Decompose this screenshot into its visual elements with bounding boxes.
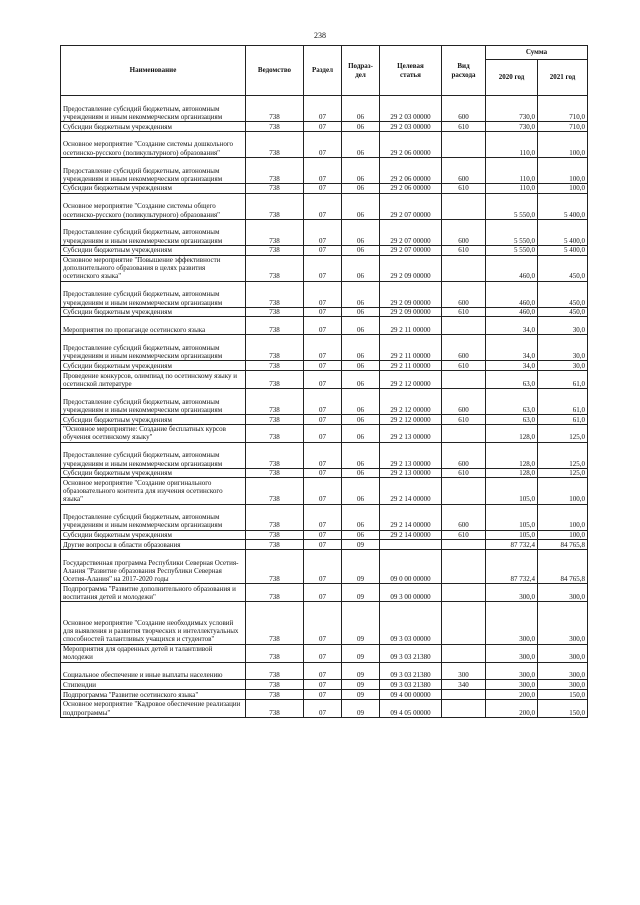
row-amount-2021: 30,0 (538, 335, 588, 361)
row-subsection: 09 (342, 680, 380, 690)
row-name: Субсидии бюджетным учреждениям (61, 415, 246, 425)
row-section: 07 (304, 255, 342, 281)
row-target (380, 540, 442, 550)
row-amount-2020: 34,0 (486, 317, 538, 335)
row-subsection: 06 (342, 131, 380, 157)
row-subsection: 06 (342, 96, 380, 122)
row-target: 29 2 14 00000 (380, 530, 442, 540)
row-amount-2020: 460,0 (486, 281, 538, 307)
row-section: 07 (304, 478, 342, 504)
row-name: Предоставление субсидий бюджетным, автономным учреждениям и иным некоммерческим организациям (61, 281, 246, 307)
row-expense-type (442, 549, 486, 583)
row-target: 29 2 11 00000 (380, 335, 442, 361)
row-section: 07 (304, 540, 342, 550)
row-name: Предоставление субсидий бюджетным, автономным учреждениям и иным некоммерческим организациям (61, 96, 246, 122)
row-expense-type (442, 255, 486, 281)
row-department: 738 (246, 335, 304, 361)
row-subsection: 06 (342, 193, 380, 219)
row-section: 07 (304, 584, 342, 602)
row-amount-2020: 5 550,0 (486, 219, 538, 245)
row-name: Предоставление субсидий бюджетным, автономным учреждениям и иным некоммерческим организациям (61, 442, 246, 468)
row-department: 738 (246, 549, 304, 583)
row-subsection: 06 (342, 307, 380, 317)
row-target: 29 2 07 00000 (380, 245, 442, 255)
row-name: Государственная программа Республики Северная Осетия-Алания "Развитие образования Республики Северная Осетия-Алания" на 2017-2020 годы (61, 549, 246, 583)
row-target: 29 2 12 00000 (380, 415, 442, 425)
row-expense-type: 600 (442, 281, 486, 307)
row-subsection: 06 (342, 468, 380, 478)
row-subsection: 06 (342, 183, 380, 193)
row-name: Предоставление субсидий бюджетным, автономным учреждениям и иным некоммерческим организациям (61, 388, 246, 414)
header-year-2020: 2020 год (486, 60, 538, 96)
row-section: 07 (304, 307, 342, 317)
row-department: 738 (246, 245, 304, 255)
row-subsection: 06 (342, 219, 380, 245)
row-name: Предоставление субсидий бюджетным, автономным учреждениям и иным некоммерческим организациям (61, 219, 246, 245)
row-amount-2020: 110,0 (486, 131, 538, 157)
row-target: 09 4 00 00000 (380, 690, 442, 700)
row-department: 738 (246, 183, 304, 193)
row-subsection: 06 (342, 478, 380, 504)
row-target: 29 2 12 00000 (380, 371, 442, 389)
row-department: 738 (246, 307, 304, 317)
row-section: 07 (304, 219, 342, 245)
row-amount-2021: 61,0 (538, 415, 588, 425)
row-expense-type: 600 (442, 504, 486, 530)
row-expense-type (442, 317, 486, 335)
row-subsection: 06 (342, 157, 380, 183)
row-amount-2020: 63,0 (486, 388, 538, 414)
row-department: 738 (246, 442, 304, 468)
header-subsection: Подраз- дел (342, 46, 380, 96)
row-target: 09 3 03 21380 (380, 644, 442, 662)
row-amount-2020: 300,0 (486, 602, 538, 645)
row-expense-type: 610 (442, 530, 486, 540)
row-section: 07 (304, 96, 342, 122)
row-expense-type (442, 602, 486, 645)
header-department: Ведомство (246, 46, 304, 96)
row-name: Мероприятия по пропаганде осетинского языка (61, 317, 246, 335)
row-amount-2021: 300,0 (538, 662, 588, 680)
table-row (61, 335, 588, 361)
row-amount-2021: 150,0 (538, 699, 588, 717)
row-subsection: 09 (342, 699, 380, 717)
row-name: Социальное обеспечение и иные выплаты населению (61, 662, 246, 680)
row-expense-type: 340 (442, 680, 486, 690)
page-number: 238 (314, 31, 326, 40)
header-section: Раздел (304, 46, 342, 96)
row-amount-2020: 5 550,0 (486, 193, 538, 219)
row-subsection: 06 (342, 335, 380, 361)
row-target: 29 2 12 00000 (380, 388, 442, 414)
row-name: Основное мероприятие "Создание системы дошкольного осетинско-русского (поликультурного) образования" (61, 131, 246, 157)
row-target: 29 2 13 00000 (380, 442, 442, 468)
row-amount-2021: 61,0 (538, 388, 588, 414)
row-expense-type: 300 (442, 662, 486, 680)
row-department: 738 (246, 690, 304, 700)
row-department: 738 (246, 468, 304, 478)
row-expense-type (442, 478, 486, 504)
table-row (61, 690, 588, 700)
row-department: 738 (246, 96, 304, 122)
row-amount-2020: 34,0 (486, 335, 538, 361)
table-row (61, 371, 588, 389)
row-department: 738 (246, 157, 304, 183)
row-section: 07 (304, 317, 342, 335)
row-section: 07 (304, 415, 342, 425)
row-amount-2020: 300,0 (486, 680, 538, 690)
table-row (61, 504, 588, 530)
table-row (61, 478, 588, 504)
row-section: 07 (304, 549, 342, 583)
row-target: 09 0 00 00000 (380, 549, 442, 583)
row-target: 29 2 13 00000 (380, 424, 442, 442)
row-department: 738 (246, 530, 304, 540)
row-amount-2021: 125,0 (538, 468, 588, 478)
row-section: 07 (304, 131, 342, 157)
row-amount-2021: 710,0 (538, 122, 588, 132)
row-subsection: 09 (342, 540, 380, 550)
row-amount-2021: 84 765,8 (538, 549, 588, 583)
table-row (61, 96, 588, 122)
row-department: 738 (246, 699, 304, 717)
row-expense-type (442, 584, 486, 602)
row-amount-2020: 110,0 (486, 183, 538, 193)
row-amount-2021: 5 400,0 (538, 245, 588, 255)
row-section: 07 (304, 388, 342, 414)
table-row (61, 281, 588, 307)
row-department: 738 (246, 644, 304, 662)
row-name: Основное мероприятие "Создание системы общего осетинско-русского (поликультурного) образования" (61, 193, 246, 219)
row-amount-2020: 5 550,0 (486, 245, 538, 255)
header-expense-type: Вид расхода (442, 46, 486, 96)
row-target: 09 3 03 21380 (380, 680, 442, 690)
row-expense-type: 610 (442, 415, 486, 425)
row-section: 07 (304, 371, 342, 389)
row-department: 738 (246, 504, 304, 530)
row-department: 738 (246, 680, 304, 690)
row-amount-2021: 61,0 (538, 371, 588, 389)
row-expense-type (442, 371, 486, 389)
row-subsection: 09 (342, 549, 380, 583)
row-name: Подпрограмма "Развитие дополнительного образования и воспитания детей и молодежи" (61, 584, 246, 602)
row-amount-2021: 450,0 (538, 307, 588, 317)
row-amount-2021: 300,0 (538, 602, 588, 645)
row-name: "Основное мероприятие: Создание бесплатных курсов обучения осетинскому языку" (61, 424, 246, 442)
table-row (61, 644, 588, 662)
row-department: 738 (246, 219, 304, 245)
row-subsection: 09 (342, 662, 380, 680)
row-expense-type: 600 (442, 157, 486, 183)
table-row (61, 540, 588, 550)
row-section: 07 (304, 361, 342, 371)
row-amount-2021: 84 765,8 (538, 540, 588, 550)
table-row (61, 530, 588, 540)
row-expense-type: 610 (442, 468, 486, 478)
row-amount-2021: 100,0 (538, 478, 588, 504)
row-amount-2020: 730,0 (486, 122, 538, 132)
row-expense-type (442, 690, 486, 700)
row-section: 07 (304, 530, 342, 540)
row-expense-type (442, 424, 486, 442)
row-section: 07 (304, 335, 342, 361)
row-department: 738 (246, 388, 304, 414)
row-target: 29 2 07 00000 (380, 193, 442, 219)
row-amount-2020: 300,0 (486, 584, 538, 602)
row-expense-type: 610 (442, 245, 486, 255)
row-expense-type (442, 193, 486, 219)
header-year-2021: 2021 год (538, 60, 588, 96)
row-amount-2020: 105,0 (486, 504, 538, 530)
row-amount-2021: 100,0 (538, 183, 588, 193)
row-subsection: 06 (342, 122, 380, 132)
row-amount-2020: 63,0 (486, 415, 538, 425)
table-row (61, 361, 588, 371)
row-subsection: 06 (342, 415, 380, 425)
row-department: 738 (246, 255, 304, 281)
row-department: 738 (246, 361, 304, 371)
row-target: 29 2 09 00000 (380, 307, 442, 317)
row-target: 29 2 06 00000 (380, 157, 442, 183)
row-section: 07 (304, 680, 342, 690)
row-target: 09 3 03 21380 (380, 662, 442, 680)
row-amount-2020: 105,0 (486, 478, 538, 504)
row-name: Предоставление субсидий бюджетным, автономным учреждениям и иным некоммерческим организациям (61, 157, 246, 183)
table-row (61, 131, 588, 157)
row-name: Основное мероприятие "Кадровое обеспечение реализации подпрограммы" (61, 699, 246, 717)
row-expense-type: 610 (442, 122, 486, 132)
row-section: 07 (304, 281, 342, 307)
table-row (61, 549, 588, 583)
table-row (61, 468, 588, 478)
row-target: 09 3 03 00000 (380, 602, 442, 645)
row-amount-2020: 128,0 (486, 442, 538, 468)
row-target: 29 2 03 00000 (380, 122, 442, 132)
row-name: Субсидии бюджетным учреждениям (61, 468, 246, 478)
row-name: Субсидии бюджетным учреждениям (61, 361, 246, 371)
row-amount-2021: 710,0 (538, 96, 588, 122)
row-expense-type: 610 (442, 183, 486, 193)
row-amount-2021: 100,0 (538, 157, 588, 183)
row-name: Субсидии бюджетным учреждениям (61, 183, 246, 193)
row-name: Основное мероприятие "Создание необходимых условий для выявления и развития творческих и интеллектуальных способностей талантливых учащихся и студентов" (61, 602, 246, 645)
row-amount-2021: 300,0 (538, 680, 588, 690)
table-row (61, 662, 588, 680)
row-name: Основное мероприятие "Создание оригинального образовательного контента для изучения осетинского языка" (61, 478, 246, 504)
row-amount-2020: 128,0 (486, 468, 538, 478)
table-row (61, 680, 588, 690)
row-subsection: 06 (342, 255, 380, 281)
table-row (61, 424, 588, 442)
row-amount-2020: 34,0 (486, 361, 538, 371)
table-row (61, 245, 588, 255)
row-department: 738 (246, 317, 304, 335)
row-expense-type: 600 (442, 96, 486, 122)
row-target: 29 2 07 00000 (380, 219, 442, 245)
table-row (61, 193, 588, 219)
row-name: Мероприятия для одаренных детей и талантливой молодежи (61, 644, 246, 662)
table-row (61, 255, 588, 281)
row-section: 07 (304, 442, 342, 468)
row-amount-2020: 460,0 (486, 255, 538, 281)
row-department: 738 (246, 540, 304, 550)
row-subsection: 06 (342, 530, 380, 540)
row-section: 07 (304, 157, 342, 183)
row-section: 07 (304, 699, 342, 717)
row-department: 738 (246, 131, 304, 157)
row-section: 07 (304, 602, 342, 645)
row-subsection: 09 (342, 690, 380, 700)
row-expense-type: 610 (442, 307, 486, 317)
row-expense-type: 600 (442, 219, 486, 245)
header-target: Целевая статья (380, 46, 442, 96)
row-expense-type: 600 (442, 388, 486, 414)
row-amount-2020: 200,0 (486, 690, 538, 700)
row-amount-2021: 30,0 (538, 361, 588, 371)
row-section: 07 (304, 468, 342, 478)
row-target: 29 2 11 00000 (380, 317, 442, 335)
row-amount-2021: 100,0 (538, 504, 588, 530)
row-subsection: 06 (342, 361, 380, 371)
row-section: 07 (304, 245, 342, 255)
row-amount-2020: 200,0 (486, 699, 538, 717)
row-name: Субсидии бюджетным учреждениям (61, 245, 246, 255)
row-target: 29 2 06 00000 (380, 131, 442, 157)
row-subsection: 06 (342, 442, 380, 468)
row-subsection: 06 (342, 281, 380, 307)
row-section: 07 (304, 424, 342, 442)
row-amount-2021: 30,0 (538, 317, 588, 335)
row-target: 29 2 14 00000 (380, 478, 442, 504)
row-department: 738 (246, 424, 304, 442)
row-amount-2021: 100,0 (538, 530, 588, 540)
row-subsection: 06 (342, 317, 380, 335)
table-row (61, 122, 588, 132)
table-row (61, 415, 588, 425)
row-expense-type (442, 540, 486, 550)
budget-table (60, 45, 588, 718)
header-sum: Сумма (486, 46, 588, 60)
row-department: 738 (246, 415, 304, 425)
row-section: 07 (304, 644, 342, 662)
row-target: 29 2 09 00000 (380, 281, 442, 307)
row-target: 29 2 06 00000 (380, 183, 442, 193)
row-amount-2020: 730,0 (486, 96, 538, 122)
row-subsection: 06 (342, 388, 380, 414)
row-subsection: 06 (342, 504, 380, 530)
row-expense-type (442, 131, 486, 157)
row-department: 738 (246, 281, 304, 307)
row-expense-type: 600 (442, 442, 486, 468)
row-amount-2020: 300,0 (486, 644, 538, 662)
table-row (61, 442, 588, 468)
row-section: 07 (304, 662, 342, 680)
table-row (61, 307, 588, 317)
row-amount-2021: 450,0 (538, 281, 588, 307)
row-department: 738 (246, 662, 304, 680)
table-row (61, 699, 588, 717)
row-name: Субсидии бюджетным учреждениям (61, 122, 246, 132)
row-target: 09 4 05 00000 (380, 699, 442, 717)
row-expense-type (442, 644, 486, 662)
table-row (61, 219, 588, 245)
row-name: Предоставление субсидий бюджетным, автономным учреждениям и иным некоммерческим организациям (61, 335, 246, 361)
row-subsection: 09 (342, 602, 380, 645)
row-expense-type: 600 (442, 335, 486, 361)
row-name: Другие вопросы в области образования (61, 540, 246, 550)
row-amount-2021: 100,0 (538, 131, 588, 157)
row-amount-2021: 150,0 (538, 690, 588, 700)
row-section: 07 (304, 690, 342, 700)
row-section: 07 (304, 122, 342, 132)
table-row (61, 388, 588, 414)
row-name: Основное мероприятие "Повышение эффективности дополнительного образования в целях развития осетинского языка" (61, 255, 246, 281)
row-subsection: 06 (342, 371, 380, 389)
row-expense-type (442, 699, 486, 717)
row-section: 07 (304, 183, 342, 193)
row-amount-2021: 5 400,0 (538, 219, 588, 245)
row-target: 29 2 13 00000 (380, 468, 442, 478)
row-amount-2020: 105,0 (486, 530, 538, 540)
row-amount-2020: 63,0 (486, 371, 538, 389)
row-amount-2021: 450,0 (538, 255, 588, 281)
table-row (61, 183, 588, 193)
row-subsection: 09 (342, 584, 380, 602)
table-row (61, 157, 588, 183)
row-name: Подпрограмма "Развитие осетинского языка" (61, 690, 246, 700)
row-amount-2020: 87 732,4 (486, 549, 538, 583)
row-section: 07 (304, 504, 342, 530)
row-amount-2020: 460,0 (486, 307, 538, 317)
row-department: 738 (246, 478, 304, 504)
row-amount-2020: 87 732,4 (486, 540, 538, 550)
row-amount-2021: 300,0 (538, 584, 588, 602)
row-target: 29 2 09 00000 (380, 255, 442, 281)
row-subsection: 09 (342, 644, 380, 662)
row-amount-2021: 5 400,0 (538, 193, 588, 219)
table-row (61, 584, 588, 602)
row-department: 738 (246, 193, 304, 219)
row-section: 07 (304, 193, 342, 219)
row-name: Стипендии (61, 680, 246, 690)
row-target: 29 2 11 00000 (380, 361, 442, 371)
row-amount-2020: 128,0 (486, 424, 538, 442)
row-subsection: 06 (342, 245, 380, 255)
row-target: 29 2 14 00000 (380, 504, 442, 530)
row-subsection: 06 (342, 424, 380, 442)
row-target: 29 2 03 00000 (380, 96, 442, 122)
row-amount-2021: 125,0 (538, 424, 588, 442)
row-department: 738 (246, 371, 304, 389)
row-expense-type: 610 (442, 361, 486, 371)
row-amount-2021: 300,0 (538, 644, 588, 662)
table-row (61, 602, 588, 645)
row-target: 09 3 00 00000 (380, 584, 442, 602)
table-row (61, 317, 588, 335)
row-name: Субсидии бюджетным учреждениям (61, 530, 246, 540)
row-name: Субсидии бюджетным учреждениям (61, 307, 246, 317)
row-department: 738 (246, 122, 304, 132)
row-department: 738 (246, 602, 304, 645)
row-name: Проведение конкурсов, олимпиад по осетинскому языку и осетинской литературе (61, 371, 246, 389)
row-name: Предоставление субсидий бюджетным, автономным учреждениям и иным некоммерческим организациям (61, 504, 246, 530)
row-amount-2021: 125,0 (538, 442, 588, 468)
row-department: 738 (246, 584, 304, 602)
header-name: Наименование (61, 46, 246, 96)
row-amount-2020: 300,0 (486, 662, 538, 680)
row-amount-2020: 110,0 (486, 157, 538, 183)
